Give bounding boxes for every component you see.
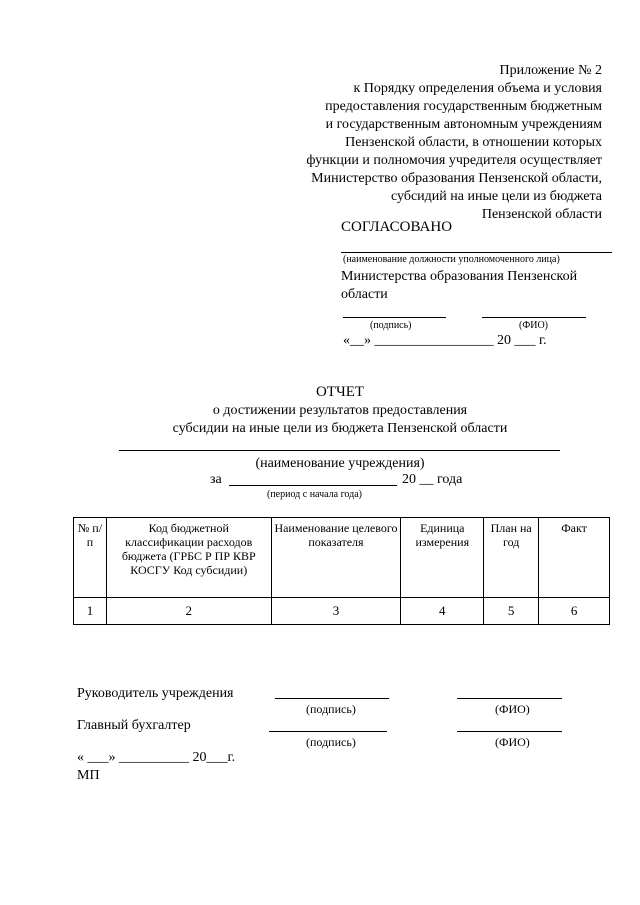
institution-line	[119, 450, 560, 451]
appendix-line: Приложение № 2	[499, 63, 602, 78]
approval-sign-caption: (подпись)	[370, 320, 412, 331]
appendix-line: Пензенской области, в отношении которых	[345, 135, 602, 150]
appendix-line: предоставления государственным бюджетным	[325, 99, 602, 114]
institution-caption: (наименование учреждения)	[255, 456, 425, 471]
approval-sign-line	[343, 317, 446, 318]
approval-fio-caption: (ФИО)	[519, 320, 549, 331]
stamp-label: МП	[77, 768, 100, 783]
approval-title: СОГЛАСОВАНО	[341, 219, 453, 235]
head-sign-caption: (подпись)	[306, 702, 356, 716]
header-cell-plan: План на год	[484, 518, 539, 598]
header-cell-number: № п/п	[74, 518, 107, 598]
report-subtitle: субсидии на иные цели из бюджета Пензенской области	[172, 421, 508, 436]
ministry-line: Министерства образования Пензенской	[341, 269, 578, 284]
report-subtitle: о достижении результатов предоставления	[212, 403, 468, 418]
number-cell: 3	[271, 598, 401, 625]
signature-date: « ___» __________ 20___г.	[77, 750, 236, 765]
accountant-sign-caption: (подпись)	[306, 735, 356, 749]
number-cell: 1	[74, 598, 107, 625]
head-fio-caption: (ФИО)	[495, 702, 530, 716]
period-line	[229, 485, 397, 486]
appendix-line: и государственным автономным учреждениям	[325, 117, 602, 132]
appendix-line: Пензенской области	[481, 207, 602, 222]
approval-fio-line	[482, 317, 586, 318]
period-caption: (период с начала года)	[267, 489, 363, 500]
accountant-fio-caption: (ФИО)	[495, 735, 530, 749]
header-cell-fact: Факт	[539, 518, 610, 598]
accountant-fio-line	[457, 731, 562, 732]
approval-date: «__» _________________ 20 ___ г.	[343, 333, 547, 348]
report-table	[73, 517, 610, 625]
appendix-line: Министерство образования Пензенской области,	[311, 171, 602, 186]
table-number-row	[74, 598, 610, 625]
accountant-sign-line	[269, 731, 387, 732]
report-title: ОТЧЕТ	[315, 384, 365, 400]
head-label: Руководитель учреждения	[77, 686, 234, 701]
head-fio-line	[457, 698, 562, 699]
header-cell-indicator: Наименование целевого показателя	[271, 518, 401, 598]
header-cell-code: Код бюджетной классификации расходов бюджета (ГРБС Р ПР КВР КОСГУ Код субсидии)	[106, 518, 271, 598]
period-year: 20 __ года	[402, 472, 463, 487]
appendix-line: функции и полномочия учредителя осуществляет	[306, 153, 602, 168]
number-cell: 5	[484, 598, 539, 625]
accountant-label: Главный бухгалтер	[77, 718, 191, 733]
ministry-line: области	[341, 287, 388, 302]
table-header-row	[74, 518, 610, 598]
number-cell: 6	[539, 598, 610, 625]
appendix-line: субсидий на иные цели из бюджета	[391, 189, 602, 204]
header-cell-unit: Единица измерения	[401, 518, 484, 598]
number-cell: 2	[106, 598, 271, 625]
period-prefix: за	[210, 472, 222, 487]
head-sign-line	[275, 698, 389, 699]
appendix-line: к Порядку определения объема и условия	[353, 81, 602, 96]
position-caption: (наименование должности уполномоченного лица)	[343, 254, 560, 265]
position-line	[341, 252, 612, 253]
number-cell: 4	[401, 598, 484, 625]
